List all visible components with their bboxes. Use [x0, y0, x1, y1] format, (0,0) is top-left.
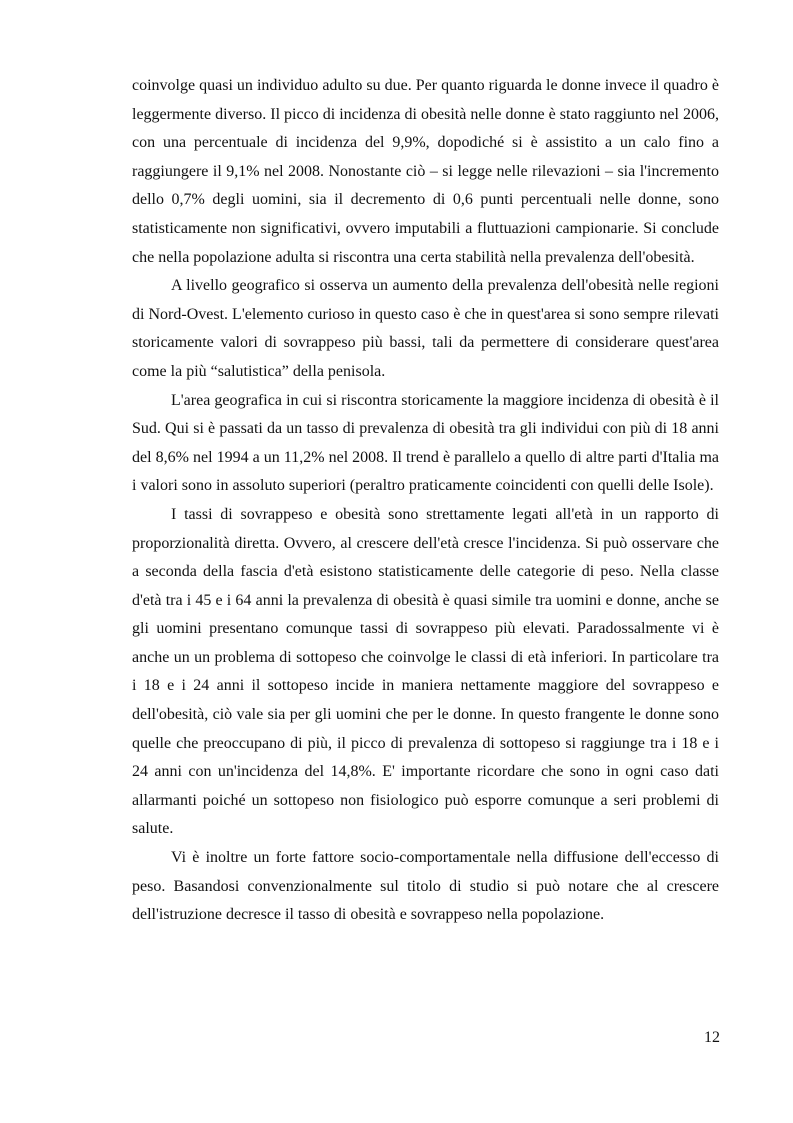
paragraph-age: I tassi di sovrappeso e obesità sono strettamente legati all'età in un rapporto di proporzionalità diretta. Ovvero, al crescere dell'età cresce l'incidenza. Si può osservare che a seconda della fascia d'età esistono statisticamente delle categorie di peso. Nella classe d'età tra i 45 e i 64 anni la prevalenza di obesità è quasi simile tra uomini e donne, anche se gli uomini presentano comunque tassi di sovrappeso più elevati. Paradossalmente vi è anche un un problema di sottopeso che coinvolge le classi di età inferiori. In particolare tra i 18 e i 24 anni il sottopeso incide in maniera nettamente maggiore del sovrappeso e dell'obesità, ciò vale sia per gli uomini che per le donne. In questo frangente le donne sono quelle che preoccupano di più, il picco di prevalenza di sottopeso si raggiunge tra i 18 e i 24 anni con un'incidenza del 14,8%. E' importante ricordare che sono in ogni caso dati allarmanti poiché un sottopeso non fisiologico può esporre comunque a seri problemi di salute.: [132, 505, 719, 838]
paragraph-continuation: coinvolge quasi un individuo adulto su due. Per quanto riguarda le donne invece il quadro è leggermente diverso. Il picco di incidenza di obesità nelle donne è stato raggiunto nel 2006, con una percentuale di incidenza del 9,9%, dopodiché si è assistito a un calo fino a raggiungere il 9,1% nel 2008. Nonostante ciò – si legge nelle rilevazioni – sia l'incremento dello 0,7% degli uomini, sia il decremento di 0,6 punti percentuali nelle donne, sono statisticamente non significativi, ovvero imputabili a fluttuazioni campionarie. Si conclude che nella popolazione adulta si riscontra una certa stabilità nella prevalenza dell'obesità.: [132, 77, 719, 266]
body-text: [132, 72, 719, 930]
page-number: 12: [704, 1029, 720, 1046]
paragraph-geography: A livello geografico si osserva un aumento della prevalenza dell'obesità nelle regioni di Nord-Ovest. L'elemento curioso in questo caso è che in quest'area si sono sempre rilevati storicamente valori di sovrappeso più bassi, tali da permettere di considerare quest'area come la più “salutistica” della penisola.: [132, 277, 719, 380]
paragraph-south: L'area geografica in cui si riscontra storicamente la maggiore incidenza di obesità è il Sud. Qui si è passati da un tasso di prevalenza di obesità tra gli individui con più di 18 anni del 8,6% nel 1994 a un 11,2% nel 2008. Il trend è parallelo a quello di altre parti d'Italia ma i valori sono in assoluto superiori (peraltro praticamente coincidenti con quelli delle Isole).: [132, 391, 719, 495]
paragraph-education: Vi è inoltre un forte fattore socio-comportamentale nella diffusione dell'eccesso di peso. Basandosi convenzionalmente sul titolo di studio si può notare che al crescere dell'istruzione decresce il tasso di obesità e sovrappeso nella popolazione.: [132, 849, 719, 924]
